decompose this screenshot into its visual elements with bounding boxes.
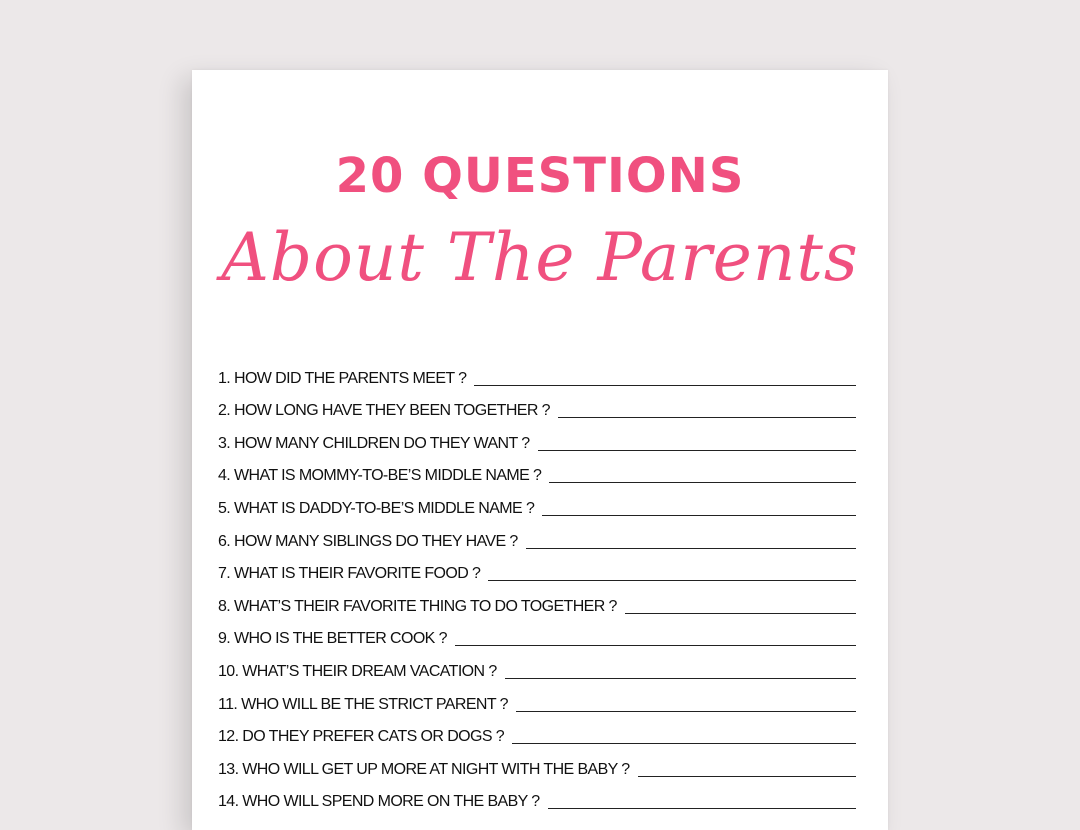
question-text: WHO IS THE BETTER COOK ?	[234, 630, 447, 648]
question-text: WHAT IS MOMMY-TO-BE’S MIDDLE NAME ?	[234, 467, 542, 485]
answer-line[interactable]	[512, 742, 856, 744]
question-row	[218, 454, 856, 487]
question-number: 9.	[218, 630, 234, 648]
question-text: WHO WILL SPEND MORE ON THE BABY ?	[242, 793, 540, 811]
question-number: 11.	[218, 695, 242, 713]
question-number: 12.	[218, 728, 243, 746]
question-number: 14.	[218, 793, 243, 811]
answer-line[interactable]	[516, 710, 856, 712]
question-text: WHAT IS THEIR FAVORITE FOOD ?	[234, 565, 481, 583]
question-row	[218, 780, 856, 813]
title-subheading: About The Parents	[221, 219, 859, 296]
question-row	[218, 682, 856, 715]
question-row	[218, 715, 856, 748]
question-text: WHAT’S THEIR DREAM VACATION ?	[242, 662, 497, 680]
question-number: 13.	[218, 760, 243, 778]
answer-line[interactable]	[542, 514, 856, 516]
question-text: HOW MANY CHILDREN DO THEY WANT ?	[234, 434, 530, 452]
answer-line[interactable]	[558, 416, 856, 418]
question-number: 1.	[218, 369, 234, 387]
answer-line[interactable]	[488, 579, 856, 581]
question-number: 3.	[218, 434, 234, 452]
question-row	[218, 617, 856, 650]
question-number: 2.	[218, 402, 234, 420]
question-row	[218, 421, 856, 454]
answer-line[interactable]	[625, 612, 856, 614]
question-text: WHAT’S THEIR FAVORITE THING TO DO TOGETHER ?	[234, 597, 617, 615]
answer-line[interactable]	[548, 807, 856, 809]
question-text: WHO WILL BE THE STRICT PARENT ?	[241, 695, 508, 713]
question-row	[218, 649, 856, 682]
title-heading: 20 QUESTIONS	[335, 148, 745, 204]
answer-line[interactable]	[474, 384, 856, 386]
question-row	[218, 389, 856, 422]
question-row	[218, 356, 856, 389]
question-text: WHO WILL GET UP MORE AT NIGHT WITH THE BABY ?	[242, 760, 630, 778]
question-number: 6.	[218, 532, 234, 550]
answer-line[interactable]	[505, 677, 856, 679]
question-text: HOW LONG HAVE THEY BEEN TOGETHER ?	[234, 402, 550, 420]
question-text: HOW MANY SIBLINGS DO THEY HAVE ?	[234, 532, 518, 550]
question-number: 8.	[218, 597, 234, 615]
answer-line[interactable]	[455, 644, 856, 646]
answer-line[interactable]	[538, 449, 856, 451]
question-row	[218, 747, 856, 780]
question-text: HOW DID THE PARENTS MEET ?	[234, 369, 467, 387]
question-number: 7.	[218, 565, 234, 583]
question-text: WHAT IS DADDY-TO-BE’S MIDDLE NAME ?	[234, 499, 535, 517]
question-row	[218, 552, 856, 585]
question-row	[218, 584, 856, 617]
question-number: 5.	[218, 499, 234, 517]
answer-line[interactable]	[549, 481, 856, 483]
answer-line[interactable]	[638, 775, 856, 777]
answer-line[interactable]	[526, 547, 856, 549]
question-row	[218, 519, 856, 552]
question-number: 4.	[218, 467, 234, 485]
worksheet-page	[192, 70, 888, 830]
question-text: DO THEY PREFER CATS OR DOGS ?	[242, 728, 505, 746]
question-row	[218, 486, 856, 519]
question-list	[218, 356, 856, 812]
question-number: 10.	[218, 662, 243, 680]
